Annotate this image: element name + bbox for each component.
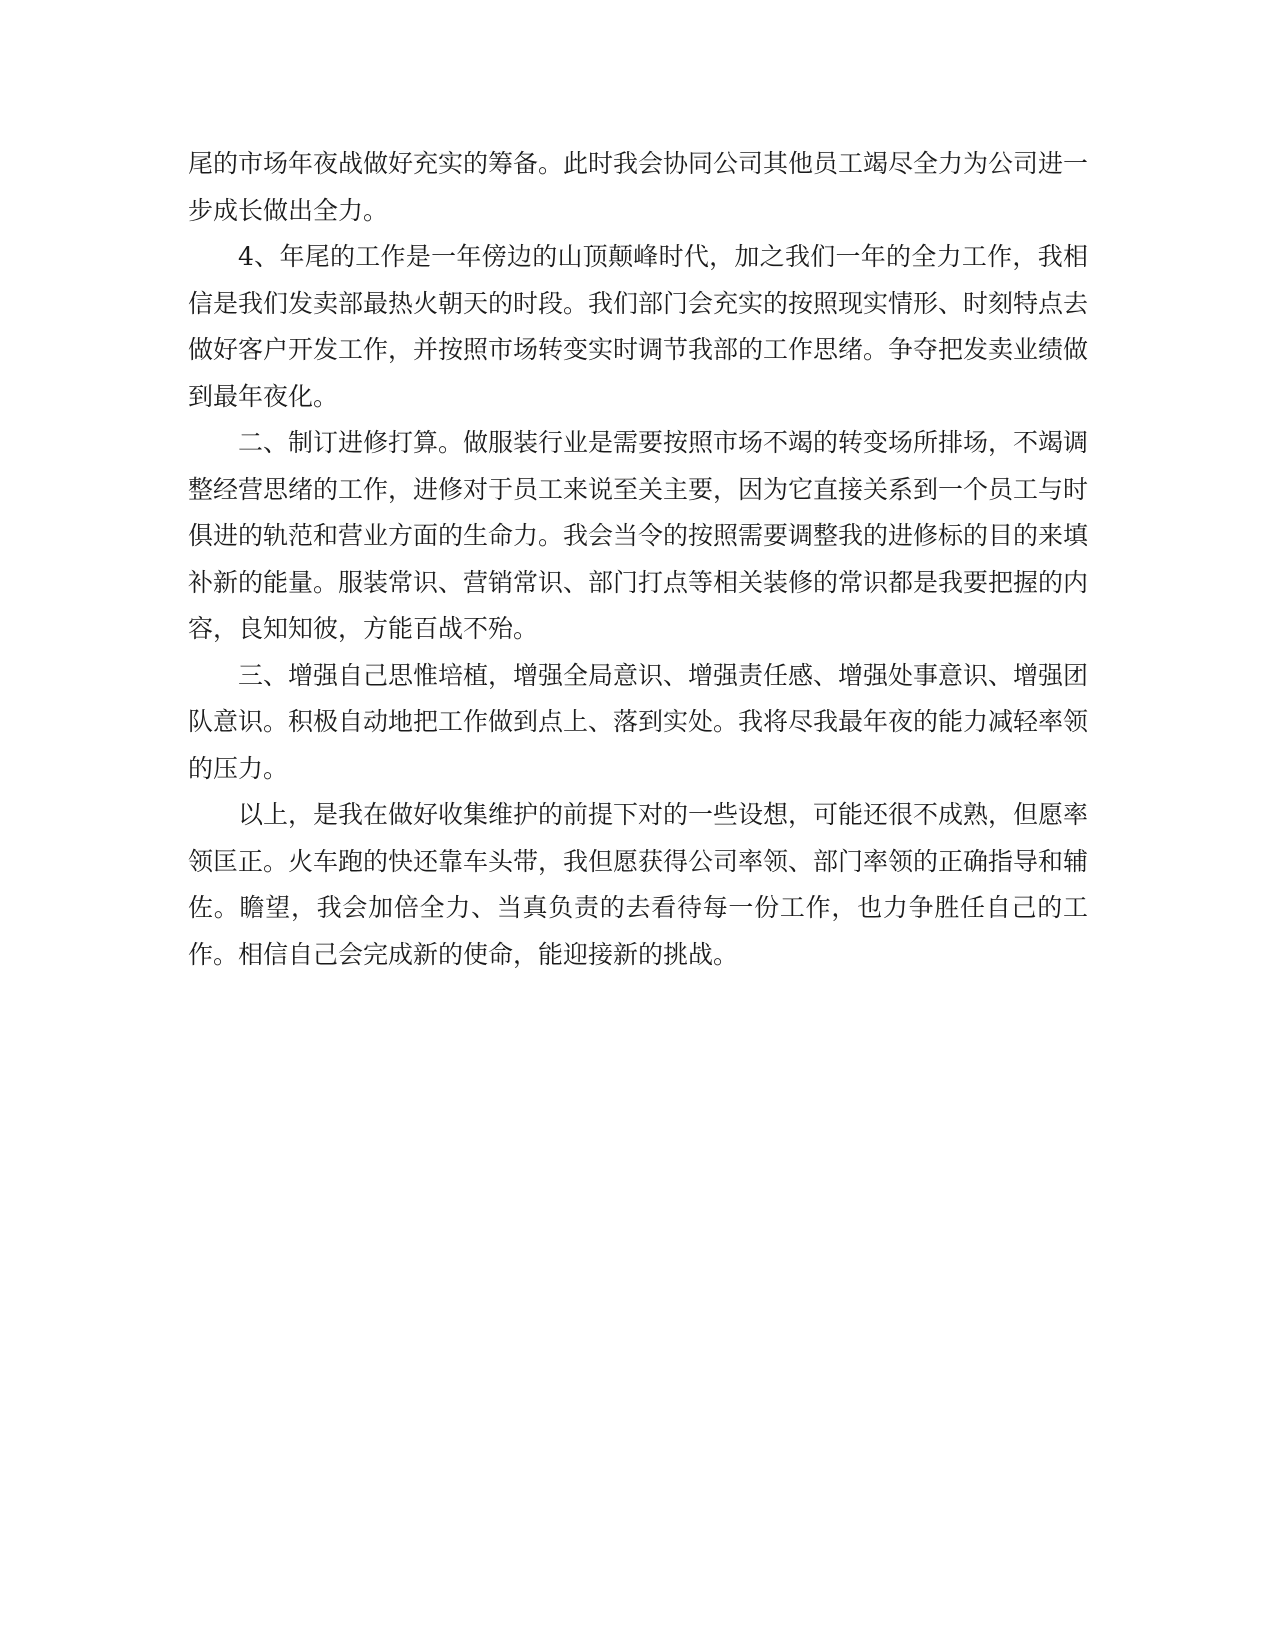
paragraph-conclusion: 以上，是我在做好收集维护的前提下对的一些设想，可能还很不成熟，但愿率领匡正。火车跑的快还靠车头带，我但愿获得公司率领、部门率领的正确指导和辅佐。瞻望，我会加倍全力、当真负责的去看待每一份工作，也力争胜任自己的工作。相信自己会完成新的使命，能迎接新的挑战。 xyxy=(188,800,1089,969)
paragraph-continuation: 尾的市场年夜战做好充实的筹备。此时我会协同公司其他员工竭尽全力为公司进一步成长做出全力。 xyxy=(188,149,1089,225)
paragraph-item-4: 4、年尾的工作是一年傍边的山顶颠峰时代，加之我们一年的全力工作，我相信是我们发卖部最热火朝天的时段。我们部门会充实的按照现实情形、时刻特点去做好客户开发工作，并按照市场转变实时调节我部的工作思绪。争夺把发卖业绩做到最年夜化。 xyxy=(188,242,1089,411)
paragraph-section-three: 三、增强自己思惟培植，增强全局意识、增强责任感、增强处事意识、增强团队意识。积极自动地把工作做到点上、落到实处。我将尽我最年夜的能力减轻率领的压力。 xyxy=(188,660,1089,783)
document-body xyxy=(188,141,1088,978)
paragraph-section-two: 二、制订进修打算。做服装行业是需要按照市场不竭的转变场所排场，不竭调整经营思绪的工作，进修对于员工来说至关主要，因为它直接关系到一个员工与时俱进的轨范和营业方面的生命力。我会当令的按照需要调整我的进修标的目的来填补新的能量。服装常识、营销常识、部门打点等相关装修的常识都是我要把握的内容，良知知彼，方能百战不殆。 xyxy=(188,428,1089,643)
